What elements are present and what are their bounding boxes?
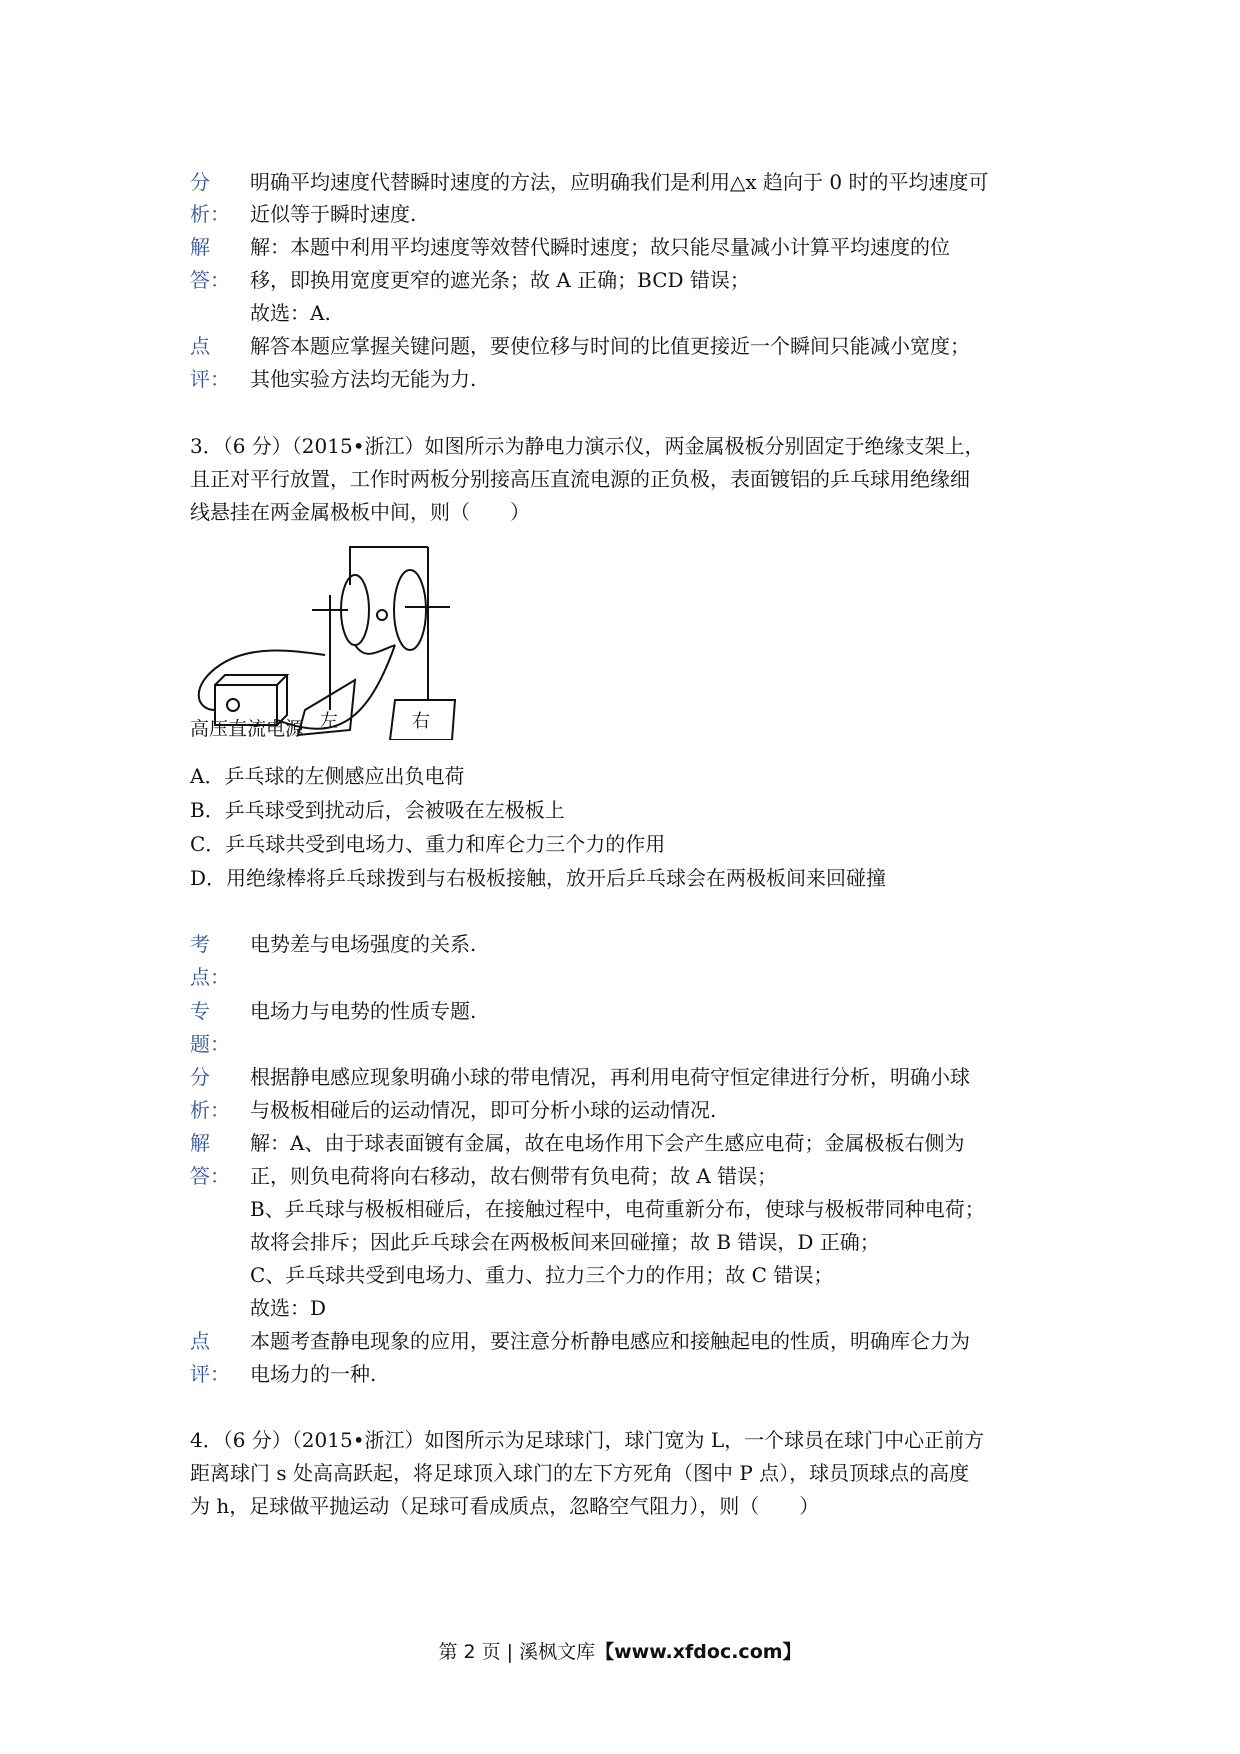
- dianping-text: 电场力的一种.: [250, 1362, 377, 1386]
- option-a: A．乒乓球的左侧感应出负电荷: [190, 764, 465, 788]
- q3-stem-line: 线悬挂在两金属极板中间，则（ ）: [190, 500, 530, 524]
- fenxi-text: 近似等于瞬时速度.: [250, 202, 417, 226]
- left-label: 左: [320, 711, 338, 732]
- kaodian-text: 电势差与电场强度的关系.: [250, 932, 477, 956]
- jieda-text: 故将会排斥；因此乒乓球会在两极板间来回碰撞；故 B 错误，D 正确；: [250, 1230, 880, 1254]
- kaodian-label: 点：: [190, 965, 230, 989]
- option-b: B．乒乓球受到扰动后，会被吸在左极板上: [190, 798, 565, 822]
- figure-caption: 高压直流电源: [190, 718, 305, 740]
- electrostatic-demo-figure: [190, 535, 480, 740]
- footer-site-link[interactable]: 【www.xfdoc.com】: [595, 1641, 802, 1663]
- ping-pong-ball: [377, 610, 387, 620]
- jieda-label: 答：: [190, 1164, 230, 1188]
- fenxi-text: 明确平均速度代替瞬时速度的方法，应明确我们是利用△x 趋向于 0 时的平均速度可: [250, 170, 989, 194]
- dianping-text: 本题考查静电现象的应用，要注意分析静电感应和接触起电的性质，明确库仑力为: [250, 1329, 970, 1353]
- jieda-text: 故选：A.: [250, 301, 331, 325]
- dianping-label: 评：: [190, 367, 230, 391]
- page-footer: [0, 1637, 1240, 1664]
- option-c: C．乒乓球共受到电场力、重力和库仑力三个力的作用: [190, 832, 666, 856]
- jieda-label: 解: [190, 235, 210, 259]
- dianping-label: 评：: [190, 1362, 230, 1386]
- zhuanti-label: 题：: [190, 1032, 230, 1056]
- jieda-text: 解：本题中利用平均速度等效替代瞬时速度；故只能尽量减小计算平均速度的位: [250, 235, 950, 259]
- fenxi-text: 与极板相碰后的运动情况，即可分析小球的运动情况.: [250, 1098, 717, 1122]
- jieda-text: B、乒乓球与极板相碰后，在接触过程中，电荷重新分布，使球与极板带同种电荷；: [250, 1197, 985, 1221]
- dianping-text: 解答本题应掌握关键问题，要使位移与时间的比值更接近一个瞬间只能减小宽度；: [250, 334, 970, 358]
- jieda-text: 正，则负电荷将向右移动，故右侧带有负电荷；故 A 错误；: [250, 1164, 778, 1188]
- q4-stem-line: 4．（6 分）（2015•浙江）如图所示为足球球门，球门宽为 L，一个球员在球门中心正前方: [190, 1428, 985, 1452]
- dianping-text: 其他实验方法均无能为力.: [250, 367, 477, 391]
- q4-stem-line: 距离球门 s 处高高跃起，将足球顶入球门的左下方死角（图中 P 点），球员顶球点的高度: [190, 1461, 970, 1485]
- jieda-text: 移，即换用宽度更窄的遮光条；故 A 正确；BCD 错误；: [250, 268, 750, 292]
- q3-stem-line: 3．（6 分）（2015•浙江）如图所示为静电力演示仪，两金属极板分别固定于绝缘支架上，: [190, 434, 985, 458]
- right-plate: [394, 570, 426, 650]
- jieda-text: C、乒乓球共受到电场力、重力、拉力三个力的作用；故 C 错误；: [250, 1263, 834, 1287]
- jieda-label: 解: [190, 1131, 210, 1155]
- dianping-label: 点: [190, 1329, 210, 1353]
- kaodian-label: 考: [190, 932, 210, 956]
- right-label: 右: [412, 711, 430, 732]
- dianping-label: 点: [190, 334, 210, 358]
- jieda-label: 答：: [190, 268, 230, 292]
- jieda-text: 故选：D: [250, 1296, 327, 1320]
- zhuanti-label: 专: [190, 999, 210, 1023]
- fenxi-label: 析：: [190, 202, 230, 226]
- fenxi-text: 根据静电感应现象明确小球的带电情况，再利用电荷守恒定律进行分析，明确小球: [250, 1065, 970, 1089]
- fenxi-label: 分: [190, 170, 210, 194]
- fenxi-label: 析：: [190, 1098, 230, 1122]
- footer-page-info: 第 2 页 | 溪枫文库: [438, 1641, 596, 1663]
- option-d: D．用绝缘棒将乒乓球拨到与右极板接触，放开后乒乓球会在两极板间来回碰撞: [190, 866, 887, 890]
- zhuanti-text: 电场力与电势的性质专题.: [250, 999, 477, 1023]
- q3-stem-line: 且正对平行放置，工作时两板分别接高压直流电源的正负极，表面镀铝的乒乓球用绝缘细: [190, 467, 970, 491]
- q4-stem-line: 为 h，足球做平抛运动（足球可看成质点，忽略空气阻力），则（ ）: [190, 1494, 820, 1518]
- fenxi-label: 分: [190, 1065, 210, 1089]
- jieda-text: 解：A、由于球表面镀有金属，故在电场作用下会产生感应电荷；金属极板右侧为: [250, 1131, 965, 1155]
